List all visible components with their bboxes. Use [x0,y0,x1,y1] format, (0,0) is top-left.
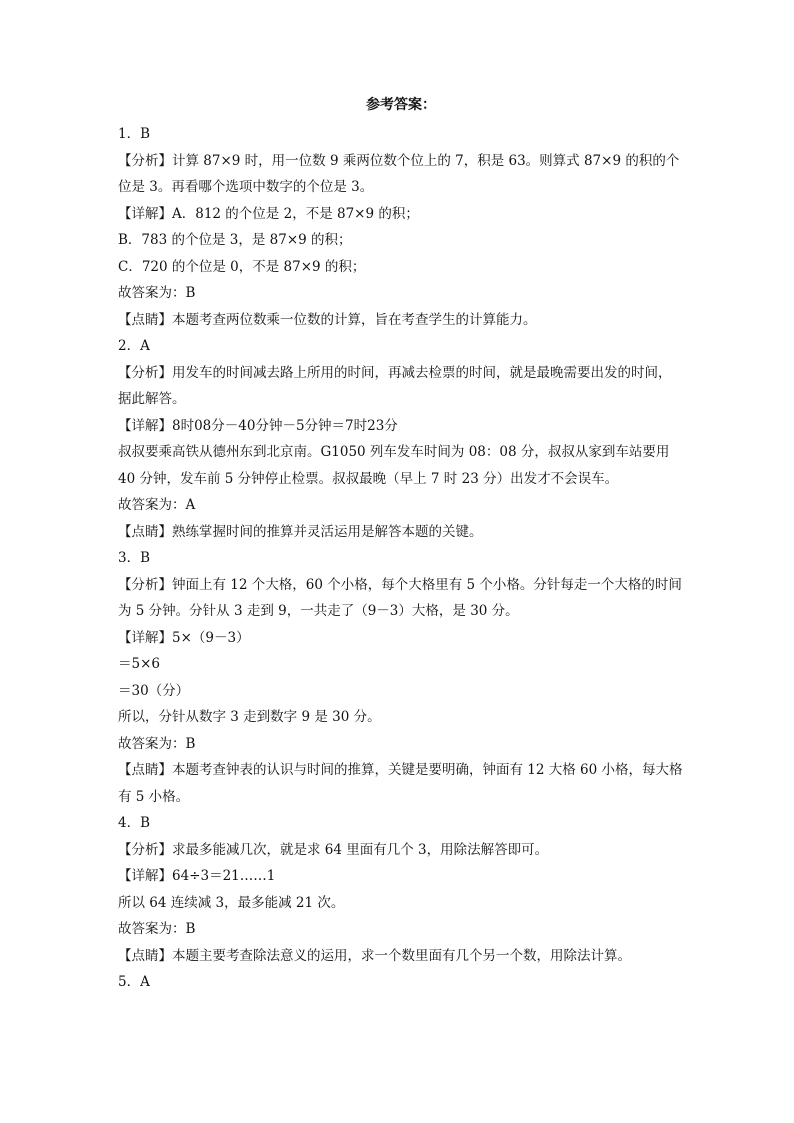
q4-answer: 4．B [118,815,151,831]
q1-detail-c: C．720 的个位是 0，不是 87×9 的积； [118,258,366,275]
q4-detail: 【详解】64÷3＝21……1 [118,868,276,884]
q3-step-2: ＝30（分） [118,682,190,699]
q1-answer: 1．B [118,126,151,142]
q2-analysis: 【分析】用发车的时间减去路上所用的时间，再减去检票的时间，就是最晚需要出发的时间，据此解答。 [118,364,672,407]
q4-analysis: 【分析】求最多能减几次，就是求 64 里面有几个 3，用除法解答即可。 [118,841,549,858]
q3-analysis: 【分析】钟面上有 12 个大格，60 个小格，每个大格里有 5 个小格。分针每走一个大格的时间为 5 分钟。分针从 3 走到 9，一共走了（9－3）大格，是 30 分。 [118,576,682,619]
page-title: 参考答案： [366,97,436,113]
q1-analysis: 【分析】计算 87×9 时，用一位数 9 乘两位数个位上的 7，积是 63。则算式 87×9 的积的个位是 3。再看哪个选项中数字的个位是 3。 [118,152,680,195]
q4-summary: 所以 64 连续减 3，最多能减 21 次。 [118,894,345,911]
q3-detail: 【详解】5×（9－3） [118,629,250,646]
q5-answer: 5．A [118,974,150,990]
q2-detail: 【详解】8时08分－40分钟－5分钟＝7时23分 [118,417,398,434]
q4-comment: 【点睛】本题主要考查除法意义的运用，求一个数里面有几个另一个数，用除法计算。 [118,947,631,964]
q3-summary: 所以，分针从数字 3 走到数字 9 是 30 分。 [118,709,381,725]
q2-comment: 【点睛】熟练掌握时间的推算并灵活运用是解答本题的关键。 [118,523,483,540]
q3-comment: 【点睛】本题考查钟表的认识与时间的推算，关键是要明确，钟面有 12 大格 60 小格，每大格有 5 小格。 [118,762,683,805]
q1-detail-b: B．783 的个位是 3，是 87×9 的积； [118,232,352,248]
q1-detail-a: 【详解】A．812 的个位是 2，不是 87×9 的积； [118,205,419,222]
q1-conclusion: 故答案为：B [118,285,196,301]
answer-page [118,95,684,996]
q2-answer: 2．A [118,338,150,354]
q2-conclusion: 故答案为：A [118,497,196,513]
q1-comment: 【点睛】本题考查两位数乘一位数的计算，旨在考查学生的计算能力。 [118,311,537,328]
q3-answer: 3．B [118,550,151,566]
q2-explanation: 叔叔要乘高铁从德州东到北京南。G1050 列车发车时间为 08：08 分，叔叔从家到车站要用 40 分钟，发车前 5 分钟停止检票。叔叔最晚（早上 7 时 23 分）出发才不会误车。 [118,444,670,487]
q3-conclusion: 故答案为：B [118,735,196,752]
q4-conclusion: 故答案为：B [118,921,196,937]
q3-step-1: ＝5×6 [118,656,160,672]
